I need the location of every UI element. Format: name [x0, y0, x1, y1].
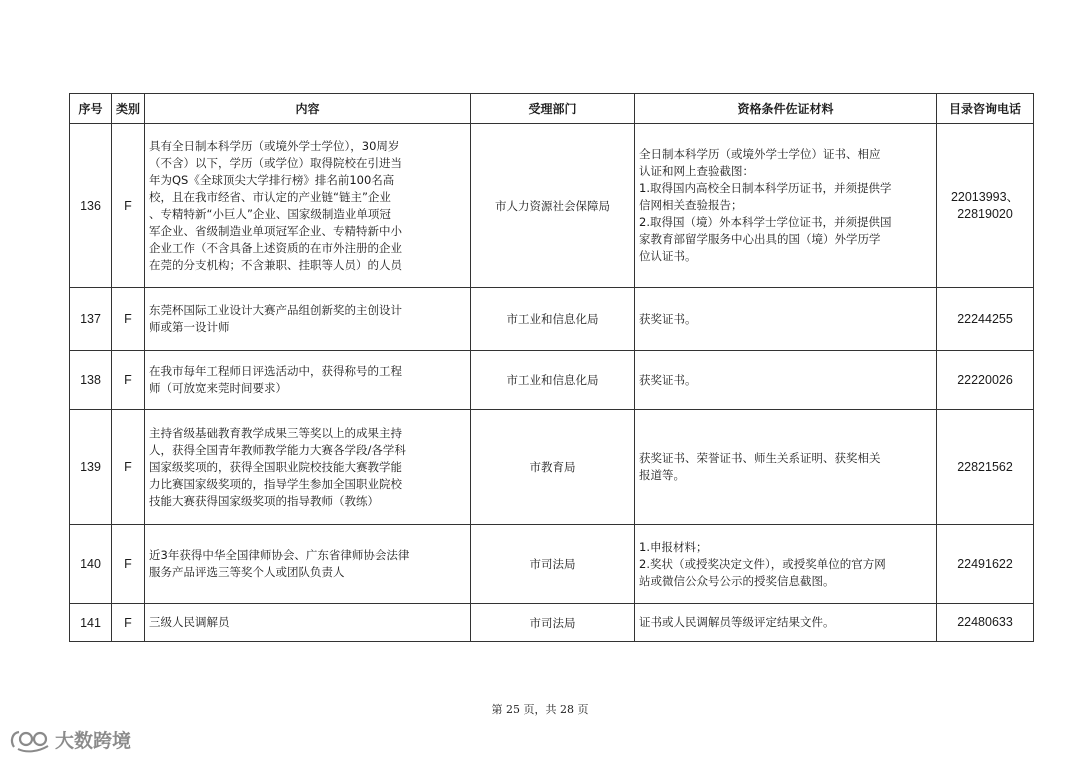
row-number: 141: [70, 604, 112, 642]
table-header-row: [70, 94, 1034, 124]
row-materials: 1.申报材料； 2.奖状（或授奖决定文件），或授奖单位的官方网 站或微信公众号公示的授奖信息截图。: [635, 525, 937, 604]
header-materials: 资格条件佐证材料: [635, 94, 937, 124]
row-category: F: [112, 351, 145, 410]
row-materials: 获奖证书。: [635, 288, 937, 351]
table-row: [70, 604, 1034, 642]
row-content: 在我市每年工程师日评选活动中，获得称号的工程 师（可放宽来莞时间要求）: [145, 351, 471, 410]
row-department: 市教育局: [471, 410, 635, 525]
row-content: 三级人民调解员: [145, 604, 471, 642]
row-department: 市工业和信息化局: [471, 288, 635, 351]
table-row: [70, 288, 1034, 351]
row-phone: 22821562: [937, 410, 1034, 525]
row-number: 138: [70, 351, 112, 410]
header-num: 序号: [70, 94, 112, 124]
watermark-logo-icon: [8, 727, 52, 753]
header-department: 受理部门: [471, 94, 635, 124]
qualification-table: [69, 93, 1034, 642]
row-category: F: [112, 604, 145, 642]
row-materials: 获奖证书。: [635, 351, 937, 410]
row-category: F: [112, 288, 145, 351]
watermark-text: 大数跨境: [55, 730, 132, 752]
row-phone: 22244255: [937, 288, 1034, 351]
row-number: 139: [70, 410, 112, 525]
page-footer: 第 25 页，共 28 页: [491, 703, 589, 716]
header-content: 内容: [145, 94, 471, 124]
row-number: 140: [70, 525, 112, 604]
row-phone: 22491622: [937, 525, 1034, 604]
row-department: 市人力资源社会保障局: [471, 124, 635, 288]
row-department: 市司法局: [471, 525, 635, 604]
row-category: F: [112, 525, 145, 604]
row-category: F: [112, 410, 145, 525]
row-category: F: [112, 124, 145, 288]
row-content: 具有全日制本科学历（或境外学士学位），30周岁 （不含）以下，学历（或学位）取得院校在引进当 年为QS《全球顶尖大学排行榜》排名前100名高 校，且在我市经省、市认定的产业链“链主”企业 、专精特新“小巨人”企业、国家级制造业单项冠 军企业、省级制造业单项冠军企业、专精特新中小 企业工作（不含具备上述资质的在市外注册的企业 在莞的分支机构；不含兼职、挂职等人员）的人员: [145, 124, 471, 288]
row-number: 136: [70, 124, 112, 288]
row-phone: 22013993、 22819020: [937, 124, 1034, 288]
watermark: [8, 726, 131, 753]
table-row: [70, 351, 1034, 410]
row-content: 近3年获得中华全国律师协会、广东省律师协会法律 服务产品评选三等奖个人或团队负责人: [145, 525, 471, 604]
table-row: [70, 410, 1034, 525]
table-row: [70, 525, 1034, 604]
row-phone: 22480633: [937, 604, 1034, 642]
header-phone: 目录咨询电话: [937, 94, 1034, 124]
row-department: 市工业和信息化局: [471, 351, 635, 410]
row-department: 市司法局: [471, 604, 635, 642]
row-number: 137: [70, 288, 112, 351]
row-materials: 证书或人民调解员等级评定结果文件。: [635, 604, 937, 642]
row-materials: 全日制本科学历（或境外学士学位）证书、相应 认证和网上查验截图： 1.取得国内高校全日制本科学历证书，并须提供学 信网相关查验报告； 2.取得国（境）外本科学士学位证书，并须提供国 家教育部留学服务中心出具的国（境）外学历学 位认证书。: [635, 124, 937, 288]
header-category: 类别: [112, 94, 145, 124]
table-row: [70, 124, 1034, 288]
row-content: 东莞杯国际工业设计大赛产品组创新奖的主创设计 师或第一设计师: [145, 288, 471, 351]
row-content: 主持省级基础教育教学成果三等奖以上的成果主持 人，获得全国青年教师教学能力大赛各学段/各学科 国家级奖项的，获得全国职业院校技能大赛教学能 力比赛国家级奖项的，指导学生参加全国职业院校 技能大赛获得国家级奖项的指导教师（教练）: [145, 410, 471, 525]
row-materials: 获奖证书、荣誉证书、师生关系证明、获奖相关 报道等。: [635, 410, 937, 525]
row-phone: 22220026: [937, 351, 1034, 410]
